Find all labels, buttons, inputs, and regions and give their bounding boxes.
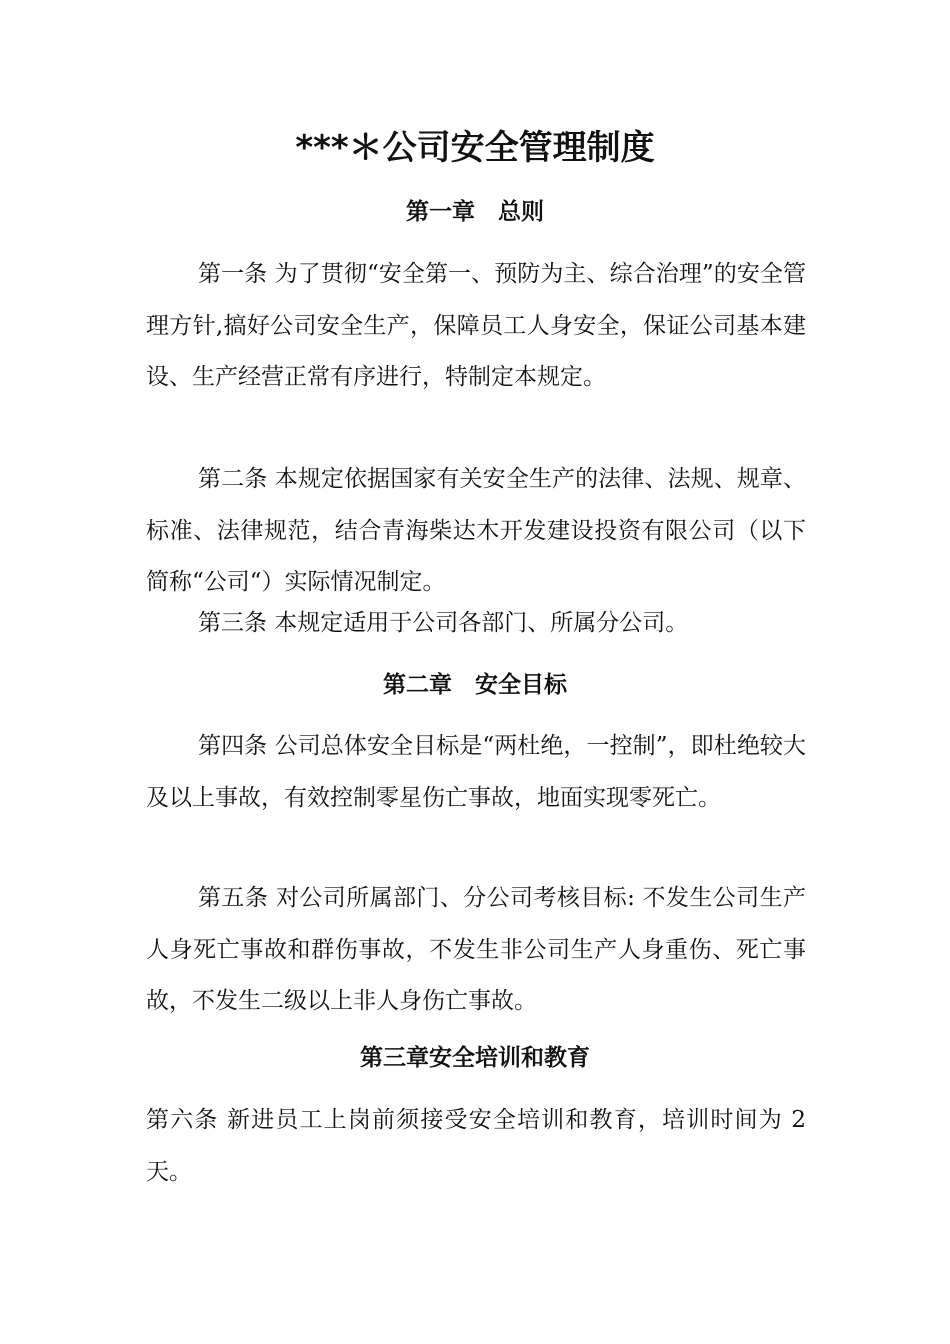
chapter-heading-1: 第一章 总则 [406,199,544,225]
chapter-heading-3: 第三章安全培训和教育 [360,1045,590,1071]
article-3: 第三条 本规定适用于公司各部门、所属分公司。 [198,610,689,636]
article-2: 第二条 本规定依据国家有关安全生产的法律、法规、规章、标准、法律规范，结合青海柴达木开发建设投资有限公司（以下简称“公司“）实际情况制定。 [146,466,806,595]
document-title: ***＊公司安全管理制度 [295,128,655,168]
article-6: 第六条 新进员工上岗前须接受安全培训和教育，培训时间为 2 天。 [146,1107,806,1185]
article-5: 第五条 对公司所属部门、分公司考核目标: 不发生公司生产人身死亡事故和群伤事故，不发生非公司生产人身重伤、死亡事故，不发生二级以上非人身伤亡事故。 [146,885,806,1014]
article-1: 第一条 为了贯彻“安全第一、预防为主、综合治理”的安全管理方针,搞好公司安全生产，保障员工人身安全，保证公司基本建设、生产经营正常有序进行，特制定本规定。 [146,261,806,390]
article-4: 第四条 公司总体安全目标是“两杜绝，一控制”，即杜绝较大及以上事故，有效控制零星伤亡事故，地面实现零死亡。 [146,733,806,811]
chapter-heading-2: 第二章 安全目标 [383,672,567,698]
